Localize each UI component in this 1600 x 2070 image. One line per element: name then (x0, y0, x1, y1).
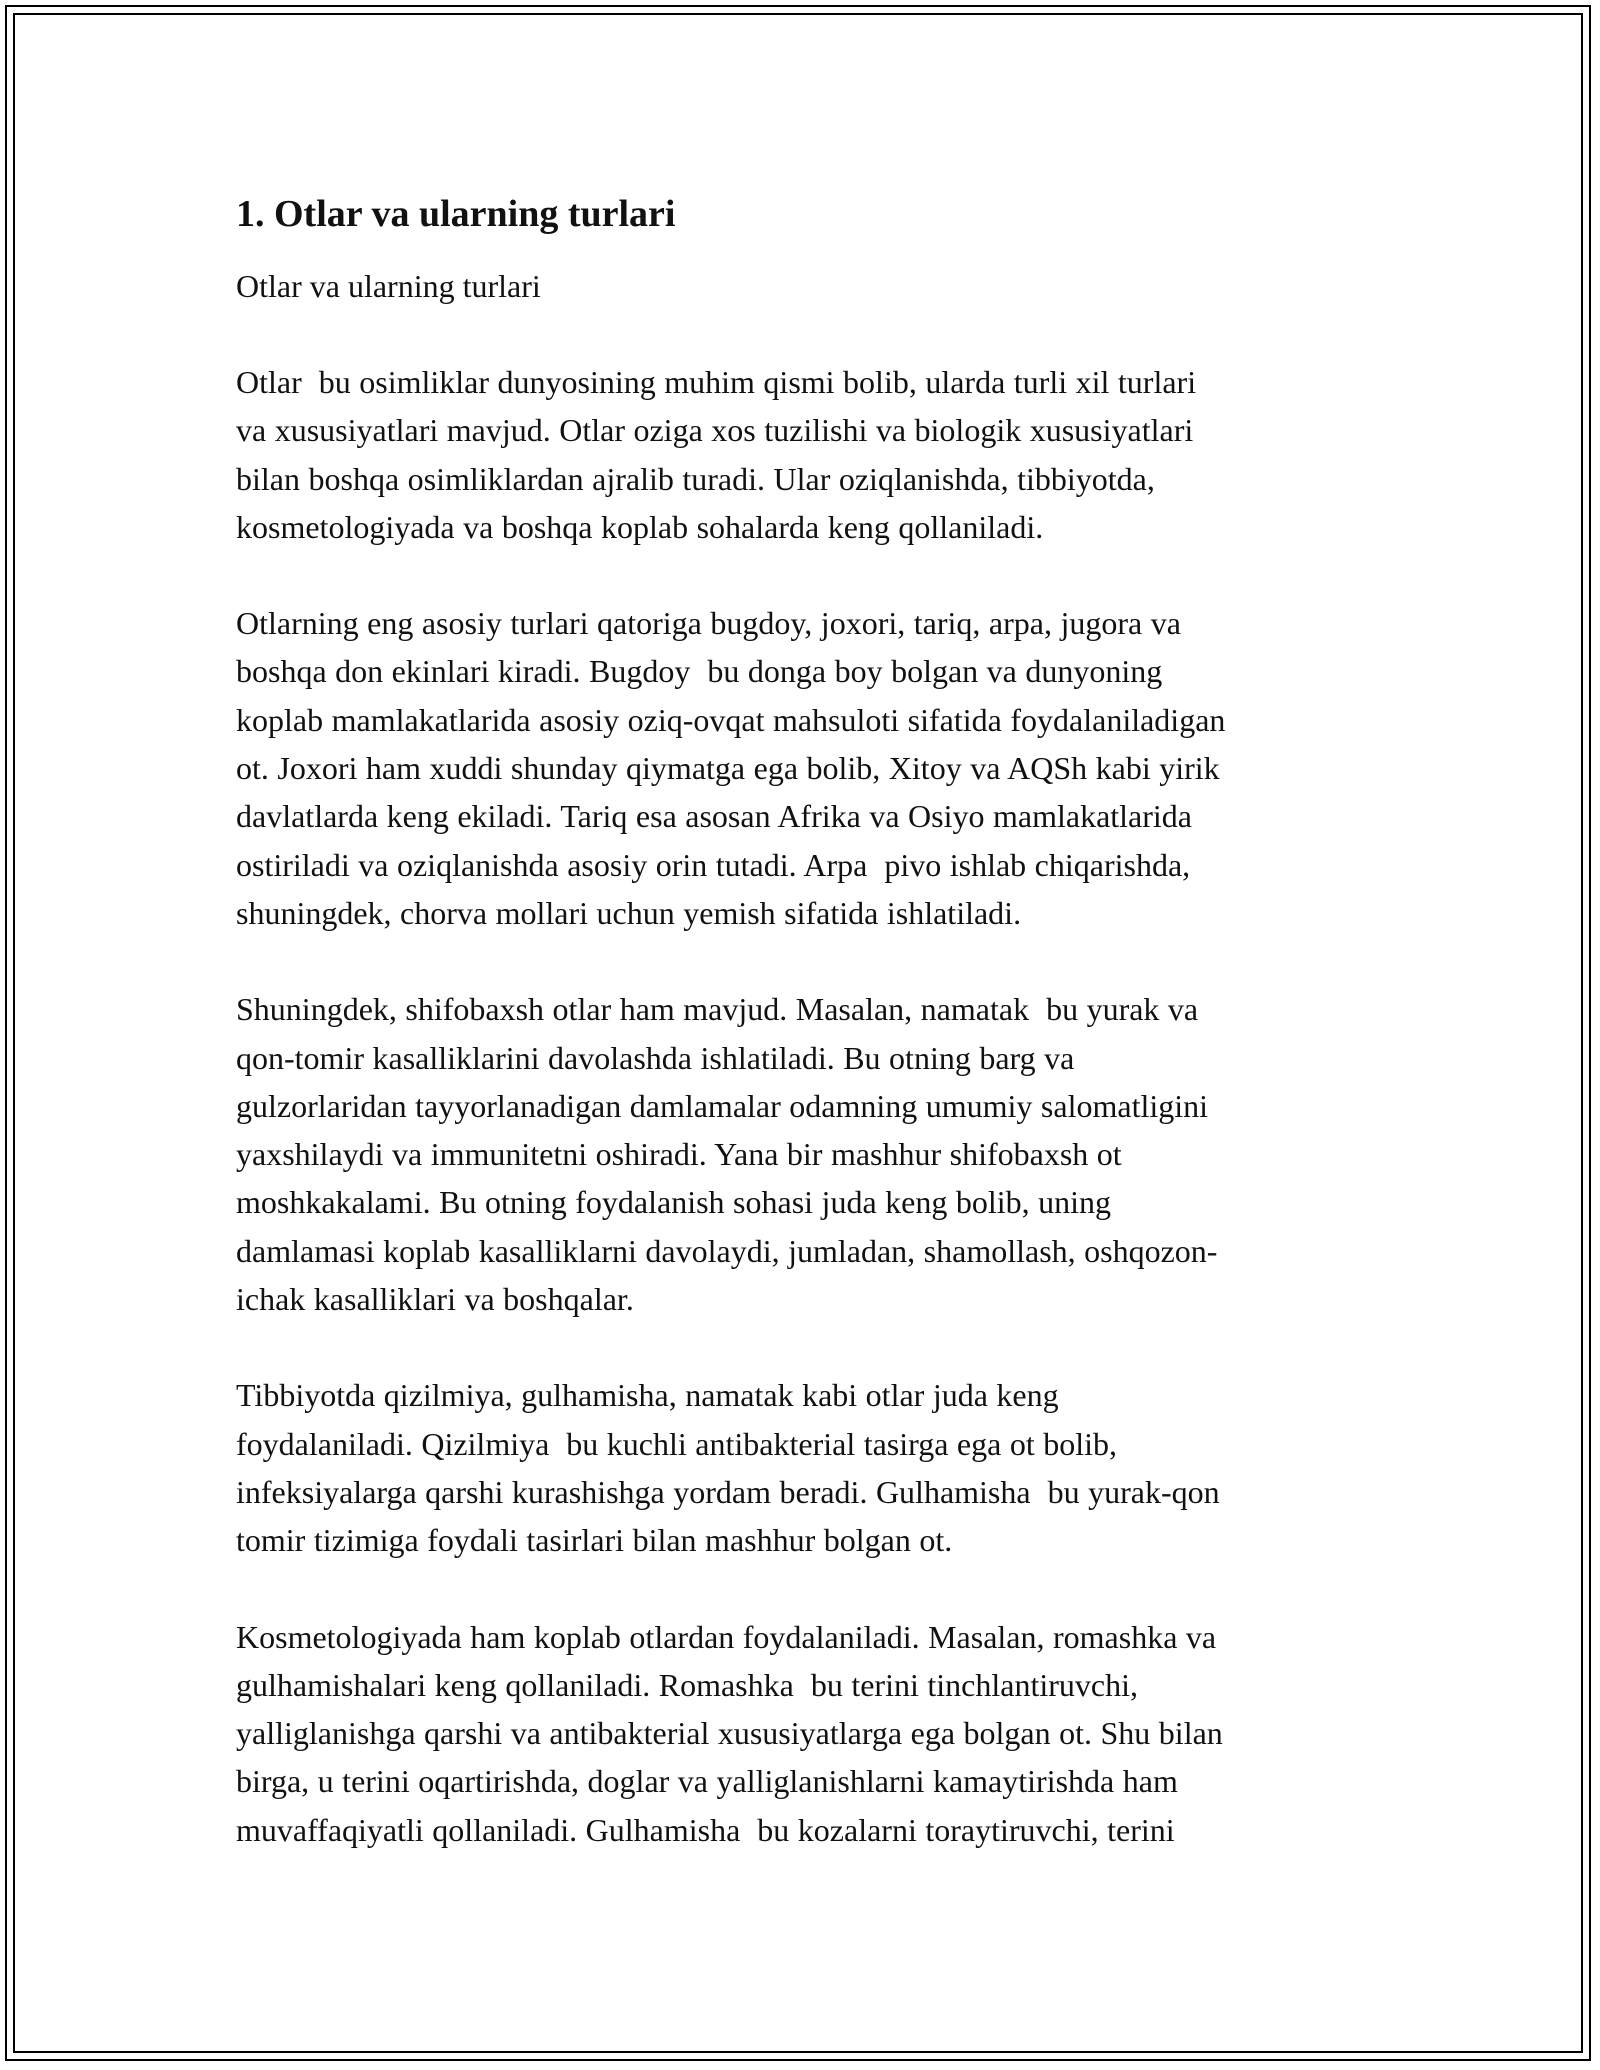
paragraph-line: foydalaniladi. Qizilmiya bu kuchli antibakterial tasirga ega ot bolib, (236, 1425, 1117, 1462)
paragraph-line: infeksiyalarga qarshi kurashishga yordam beradi. Gulhamisha bu yurak-qon (236, 1473, 1220, 1510)
paragraph-line: moshkakalami. Bu otning foydalanish sohasi juda keng bolib, uning (236, 1184, 1112, 1221)
paragraph (236, 1371, 1376, 1564)
page-title: 1. Otlar va ularning turlari (236, 193, 676, 235)
paragraph-line: va xususiyatlari mavjud. Otlar oziga xos tuzilishi va biologik xususiyatlari (236, 412, 1194, 449)
paragraph-line: bilan boshqa osimliklardan ajralib turadi. Ular oziqlanishda, tibbiyotda, (236, 460, 1155, 497)
paragraph-line: gulzorlaridan tayyorlanadigan damlamalar odamning umumiy salomatligini (236, 1087, 1209, 1124)
paragraph-line: kosmetologiyada va boshqa koplab sohalarda keng qollaniladi. (236, 508, 1044, 545)
paragraph-line: qon-tomir kasalliklarini davolashda ishlatiladi. Bu otning barg va (236, 1039, 1075, 1076)
paragraph-line: ichak kasalliklari va boshqalar. (236, 1281, 634, 1318)
paragraph-line: yalliglanishga qarshi va antibakterial xususiyatlarga ega bolgan ot. Shu bilan (236, 1715, 1223, 1752)
paragraph-line: yaxshilaydi va immunitetni oshiradi. Yana bir mashhur shifobaxsh ot (236, 1136, 1122, 1173)
paragraph-line: Otlarning eng asosiy turlari qatoriga bugdoy, joxori, tariq, arpa, jugora va (236, 605, 1181, 642)
paragraph-line: shuningdek, chorva mollari uchun yemish sifatida ishlatiladi. (236, 894, 1022, 931)
paragraph-line: koplab mamlakatlarida asosiy oziq-ovqat mahsuloti sifatida foydalaniladigan (236, 701, 1226, 738)
paragraphs-container (236, 358, 1376, 1854)
paragraph-line: boshqa don ekinlari kiradi. Bugdoy bu donga boy bolgan va dunyoning (236, 653, 1163, 690)
paragraph (236, 1613, 1376, 1854)
paragraph (236, 985, 1376, 1323)
paragraph-line: Otlar bu osimliklar dunyosining muhim qismi bolib, ularda turli xil turlari (236, 364, 1197, 400)
paragraph-line: Shuningdek, shifobaxsh otlar ham mavjud. Masalan, namatak bu yurak va (236, 991, 1199, 1028)
paragraph-line: Tibbiyotda qizilmiya, gulhamisha, namatak kabi otlar juda keng (236, 1377, 1059, 1414)
paragraph-line: ot. Joxori ham xuddi shunday qiymatga ega bolib, Xitoy va AQSh kabi yirik (236, 750, 1220, 787)
paragraph-line: davlatlarda keng ekiladi. Tariq esa asosan Afrika va Osiyo mamlakatlarida (236, 798, 1192, 835)
paragraph-line: birga, u terini oqartirishda, doglar va yalliglanishlarni kamaytirishda ham (236, 1763, 1178, 1800)
paragraph-line: Kosmetologiyada ham koplab otlardan foydalaniladi. Masalan, romashka va (236, 1618, 1217, 1655)
paragraph-line: gulhamishalari keng qollaniladi. Romashka bu terini tinchlantiruvchi, (236, 1666, 1138, 1703)
document-subtitle: Otlar va ularning turlari (236, 268, 541, 304)
paragraph-line: tomir tizimiga foydali tasirlari bilan mashhur bolgan ot. (236, 1522, 953, 1559)
paragraph-line: muvaffaqiyatli qollaniladi. Gulhamisha bu kozalarni toraytiruvchi, terini (236, 1811, 1175, 1848)
paragraph (236, 358, 1376, 551)
paragraph (236, 599, 1376, 937)
paragraph-line: ostiriladi va oziqlanishda asosiy orin tutadi. Arpa pivo ishlab chiqarishda, (236, 846, 1191, 883)
paragraph-line: damlamasi koplab kasalliklarni davolaydi, jumladan, shamollash, oshqozon- (236, 1232, 1218, 1269)
document-body (236, 188, 1376, 1902)
